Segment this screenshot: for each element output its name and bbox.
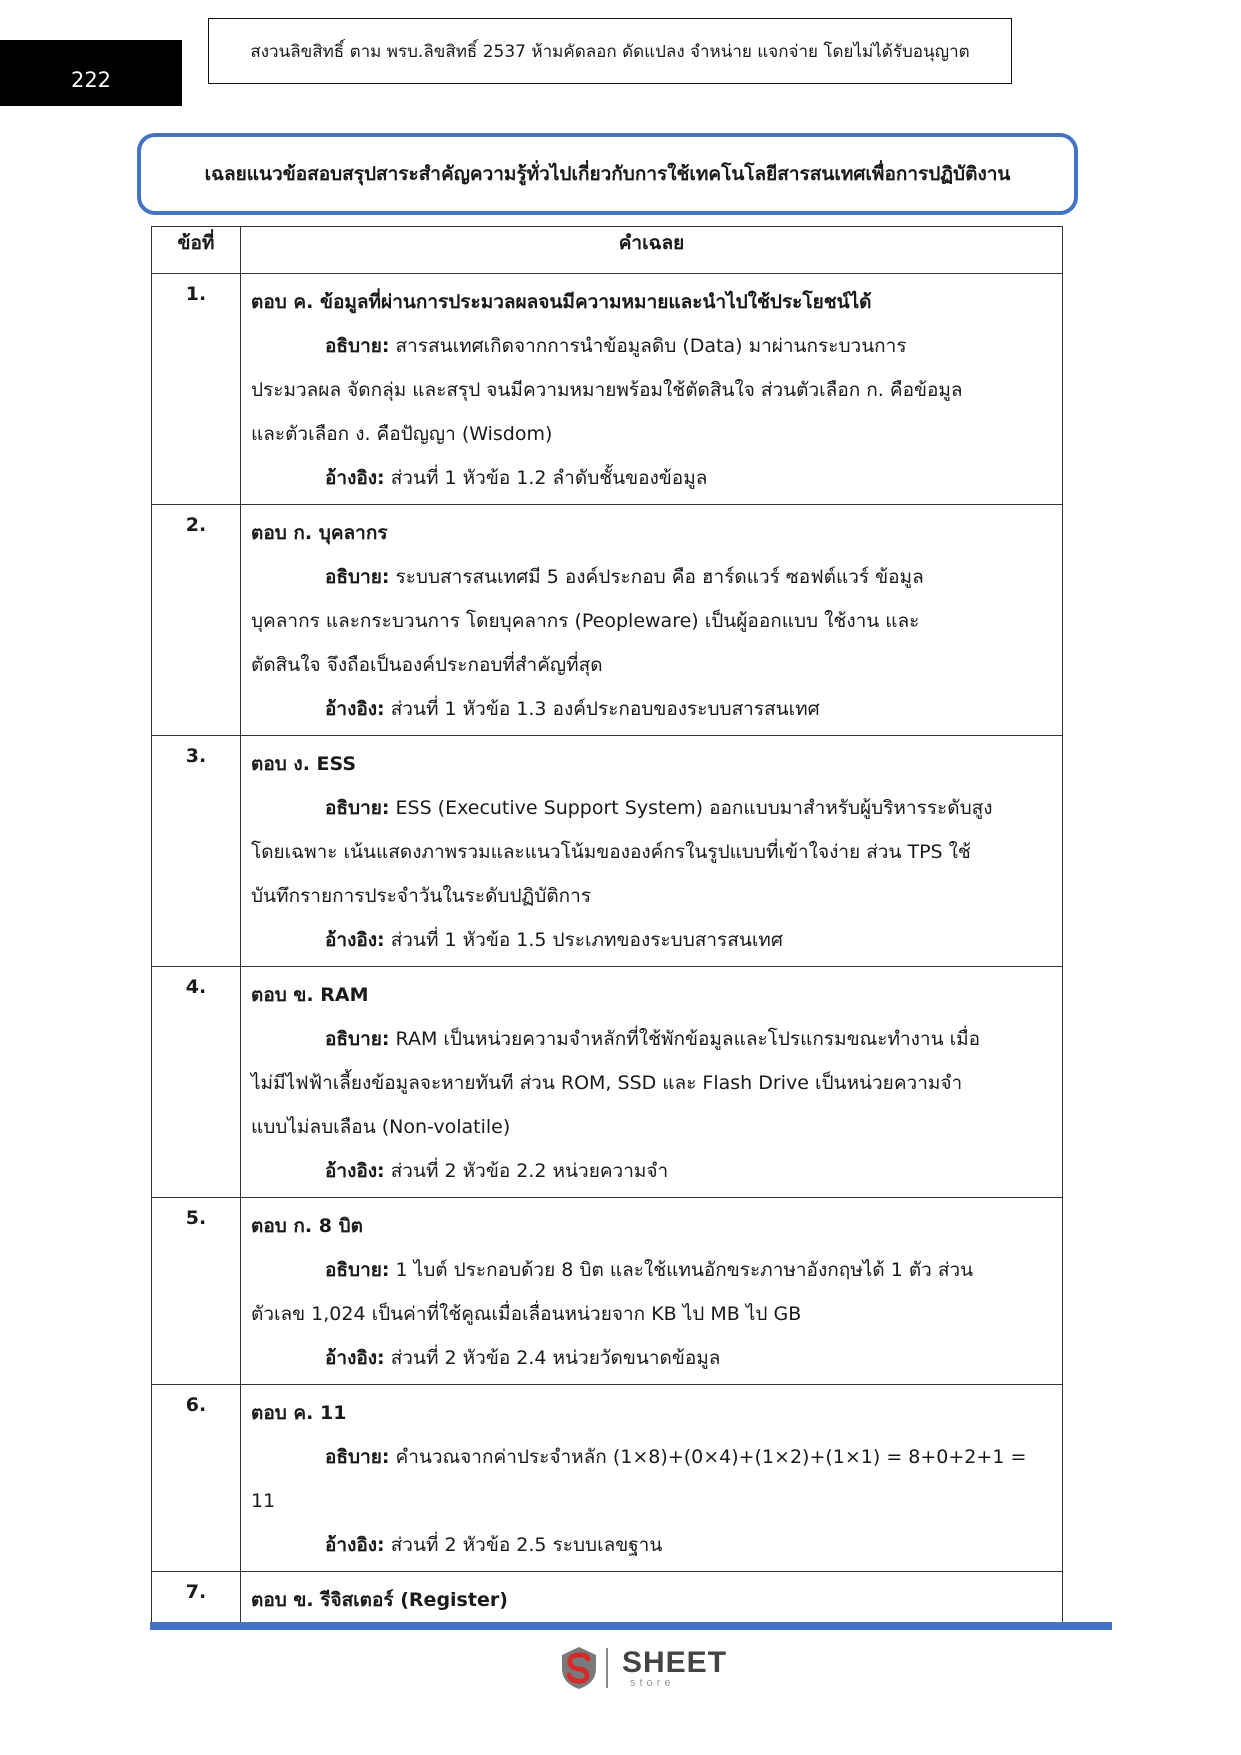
logo-divider <box>606 1648 608 1688</box>
question-number: 5. <box>152 1198 241 1385</box>
logo-subtext: store <box>630 1676 675 1689</box>
question-number: 1. <box>152 274 241 505</box>
reference-label: อ้างอิง: <box>325 929 385 951</box>
answer-cell <box>241 1198 1063 1385</box>
answer-rows <box>152 274 1063 1627</box>
answer-cell <box>241 505 1063 736</box>
explanation-first-line <box>251 1435 1052 1479</box>
question-number: 4. <box>152 967 241 1198</box>
table-row <box>152 967 1063 1198</box>
answer-text: ตอบ ก. 8 บิต <box>251 1215 363 1237</box>
answer-text: ตอบ ง. ESS <box>251 753 357 775</box>
answer-cell <box>241 1572 1063 1627</box>
explanation-first-line <box>251 1017 1052 1061</box>
answer-text: ตอบ ค. ข้อมูลที่ผ่านการประมวลผลจนมีความหมายและนำไปใช้ประโยชน์ได้ <box>251 291 872 313</box>
explanation-continuation: และตัวเลือก ง. คือปัญญา (Wisdom) <box>251 423 553 445</box>
question-number: 6. <box>152 1385 241 1572</box>
reference-text: ส่วนที่ 2 หัวข้อ 2.2 หน่วยความจำ <box>390 1160 669 1182</box>
explanation-text: 1 ไบต์ ประกอบด้วย 8 บิต และใช้แทนอักขระภาษาอังกฤษได้ 1 ตัว ส่วน <box>395 1259 974 1281</box>
reference-text: ส่วนที่ 2 หัวข้อ 2.5 ระบบเลขฐาน <box>390 1534 663 1556</box>
table-row <box>152 736 1063 967</box>
reference-label: อ้างอิง: <box>325 1534 385 1556</box>
table-row <box>152 1572 1063 1627</box>
page-title: เฉลยแนวข้อสอบสรุปสาระสำคัญความรู้ทั่วไปเกี่ยวกับการใช้เทคโนโลยีสารสนเทศเพื่อการปฏิบัติงาน <box>137 133 1078 215</box>
explanation-first-line <box>251 1248 1052 1292</box>
reference-label: อ้างอิง: <box>325 467 385 489</box>
explanation-continuation: 11 <box>251 1490 276 1512</box>
reference-line <box>251 1336 1052 1380</box>
answer-table <box>151 226 1063 1627</box>
explanation-text: ESS (Executive Support System) ออกแบบมาสำหรับผู้บริหารระดับสูง <box>395 797 993 819</box>
table-row <box>152 1385 1063 1572</box>
sheet-store-logo <box>558 1645 727 1691</box>
reference-label: อ้างอิง: <box>325 1160 385 1182</box>
column-header-answer: คำเฉลย <box>241 227 1063 274</box>
question-number: 3. <box>152 736 241 967</box>
explanation-first-line <box>251 324 1052 368</box>
explanation-label: อธิบาย: <box>325 797 390 819</box>
explanation-first-line <box>251 786 1052 830</box>
copyright-notice: สงวนลิขสิทธิ์ ตาม พรบ.ลิขสิทธิ์ 2537 ห้ามคัดลอก ดัดแปลง จำหน่าย แจกจ่าย โดยไม่ได้รับอนุญาต <box>208 18 1012 84</box>
explanation-continuation: ตัวเลข 1,024 เป็นค่าที่ใช้คูณเมื่อเลื่อนหน่วยจาก KB ไป MB ไป GB <box>251 1303 802 1325</box>
explanation-continuation: ประมวลผล จัดกลุ่ม และสรุป จนมีความหมายพร้อมใช้ตัดสินใจ ส่วนตัวเลือก ก. คือข้อมูล <box>251 379 963 401</box>
reference-text: ส่วนที่ 1 หัวข้อ 1.2 ลำดับชั้นของข้อมูล <box>390 467 708 489</box>
answer-text: ตอบ ก. บุคลากร <box>251 522 388 544</box>
sheet-store-logo-icon <box>558 1645 600 1691</box>
table-row <box>152 274 1063 505</box>
reference-text: ส่วนที่ 1 หัวข้อ 1.5 ประเภทของระบบสารสนเทศ <box>390 929 783 951</box>
explanation-label: อธิบาย: <box>325 1028 390 1050</box>
answer-text: ตอบ ข. รีจิสเตอร์ (Register) <box>251 1589 508 1611</box>
reference-label: อ้างอิง: <box>325 1347 385 1369</box>
explanation-label: อธิบาย: <box>325 335 390 357</box>
answer-cell <box>241 736 1063 967</box>
explanation-continuation: ไม่มีไฟฟ้าเลี้ยงข้อมูลจะหายทันที ส่วน ROM, SSD และ Flash Drive เป็นหน่วยความจำ <box>251 1072 963 1094</box>
reference-line <box>251 918 1052 962</box>
explanation-text: RAM เป็นหน่วยความจำหลักที่ใช้พักข้อมูลและโปรแกรมขณะทำงาน เมื่อ <box>395 1028 981 1050</box>
answer-cell <box>241 967 1063 1198</box>
answer-text: ตอบ ค. 11 <box>251 1402 347 1424</box>
explanation-continuation: ตัดสินใจ จึงถือเป็นองค์ประกอบที่สำคัญที่สุด <box>251 654 603 676</box>
table-row <box>152 505 1063 736</box>
explanation-continuation: แบบไม่ลบเลือน (Non-volatile) <box>251 1116 511 1138</box>
reference-line <box>251 1523 1052 1567</box>
logo-wordmark: SHEET <box>622 1645 728 1679</box>
explanation-text: ระบบสารสนเทศมี 5 องค์ประกอบ คือ ฮาร์ดแวร์ ซอฟต์แวร์ ข้อมูล <box>395 566 924 588</box>
explanation-continuation: โดยเฉพาะ เน้นแสดงภาพรวมและแนวโน้มขององค์กรในรูปแบบที่เข้าใจง่าย ส่วน TPS ใช้ <box>251 841 971 863</box>
explanation-text: คำนวณจากค่าประจำหลัก (1×8)+(0×4)+(1×2)+(1×1) = 8+0+2+1 = <box>395 1446 1027 1468</box>
reference-text: ส่วนที่ 1 หัวข้อ 1.3 องค์ประกอบของระบบสารสนเทศ <box>390 698 820 720</box>
explanation-label: อธิบาย: <box>325 566 390 588</box>
question-number: 2. <box>152 505 241 736</box>
reference-line <box>251 1149 1052 1193</box>
table-row <box>152 1198 1063 1385</box>
answer-text: ตอบ ข. RAM <box>251 984 369 1006</box>
answer-cell <box>241 274 1063 505</box>
explanation-label: อธิบาย: <box>325 1446 390 1468</box>
column-header-number: ข้อที่ <box>152 227 241 274</box>
explanation-continuation: บุคลากร และกระบวนการ โดยบุคลากร (Peopleware) เป็นผู้ออกแบบ ใช้งาน และ <box>251 610 920 632</box>
explanation-text: สารสนเทศเกิดจากการนำข้อมูลดิบ (Data) มาผ่านกระบวนการ <box>395 335 907 357</box>
answer-cell <box>241 1385 1063 1572</box>
reference-label: อ้างอิง: <box>325 698 385 720</box>
explanation-label: อธิบาย: <box>325 1259 390 1281</box>
page-number: 222 <box>0 40 182 106</box>
explanation-first-line <box>251 555 1052 599</box>
explanation-continuation: บันทึกรายการประจำวันในระดับปฏิบัติการ <box>251 885 592 907</box>
reference-line <box>251 687 1052 731</box>
reference-text: ส่วนที่ 2 หัวข้อ 2.4 หน่วยวัดขนาดข้อมูล <box>390 1347 721 1369</box>
question-number: 7. <box>152 1572 241 1627</box>
footer-divider <box>150 1622 1112 1630</box>
reference-line <box>251 456 1052 500</box>
